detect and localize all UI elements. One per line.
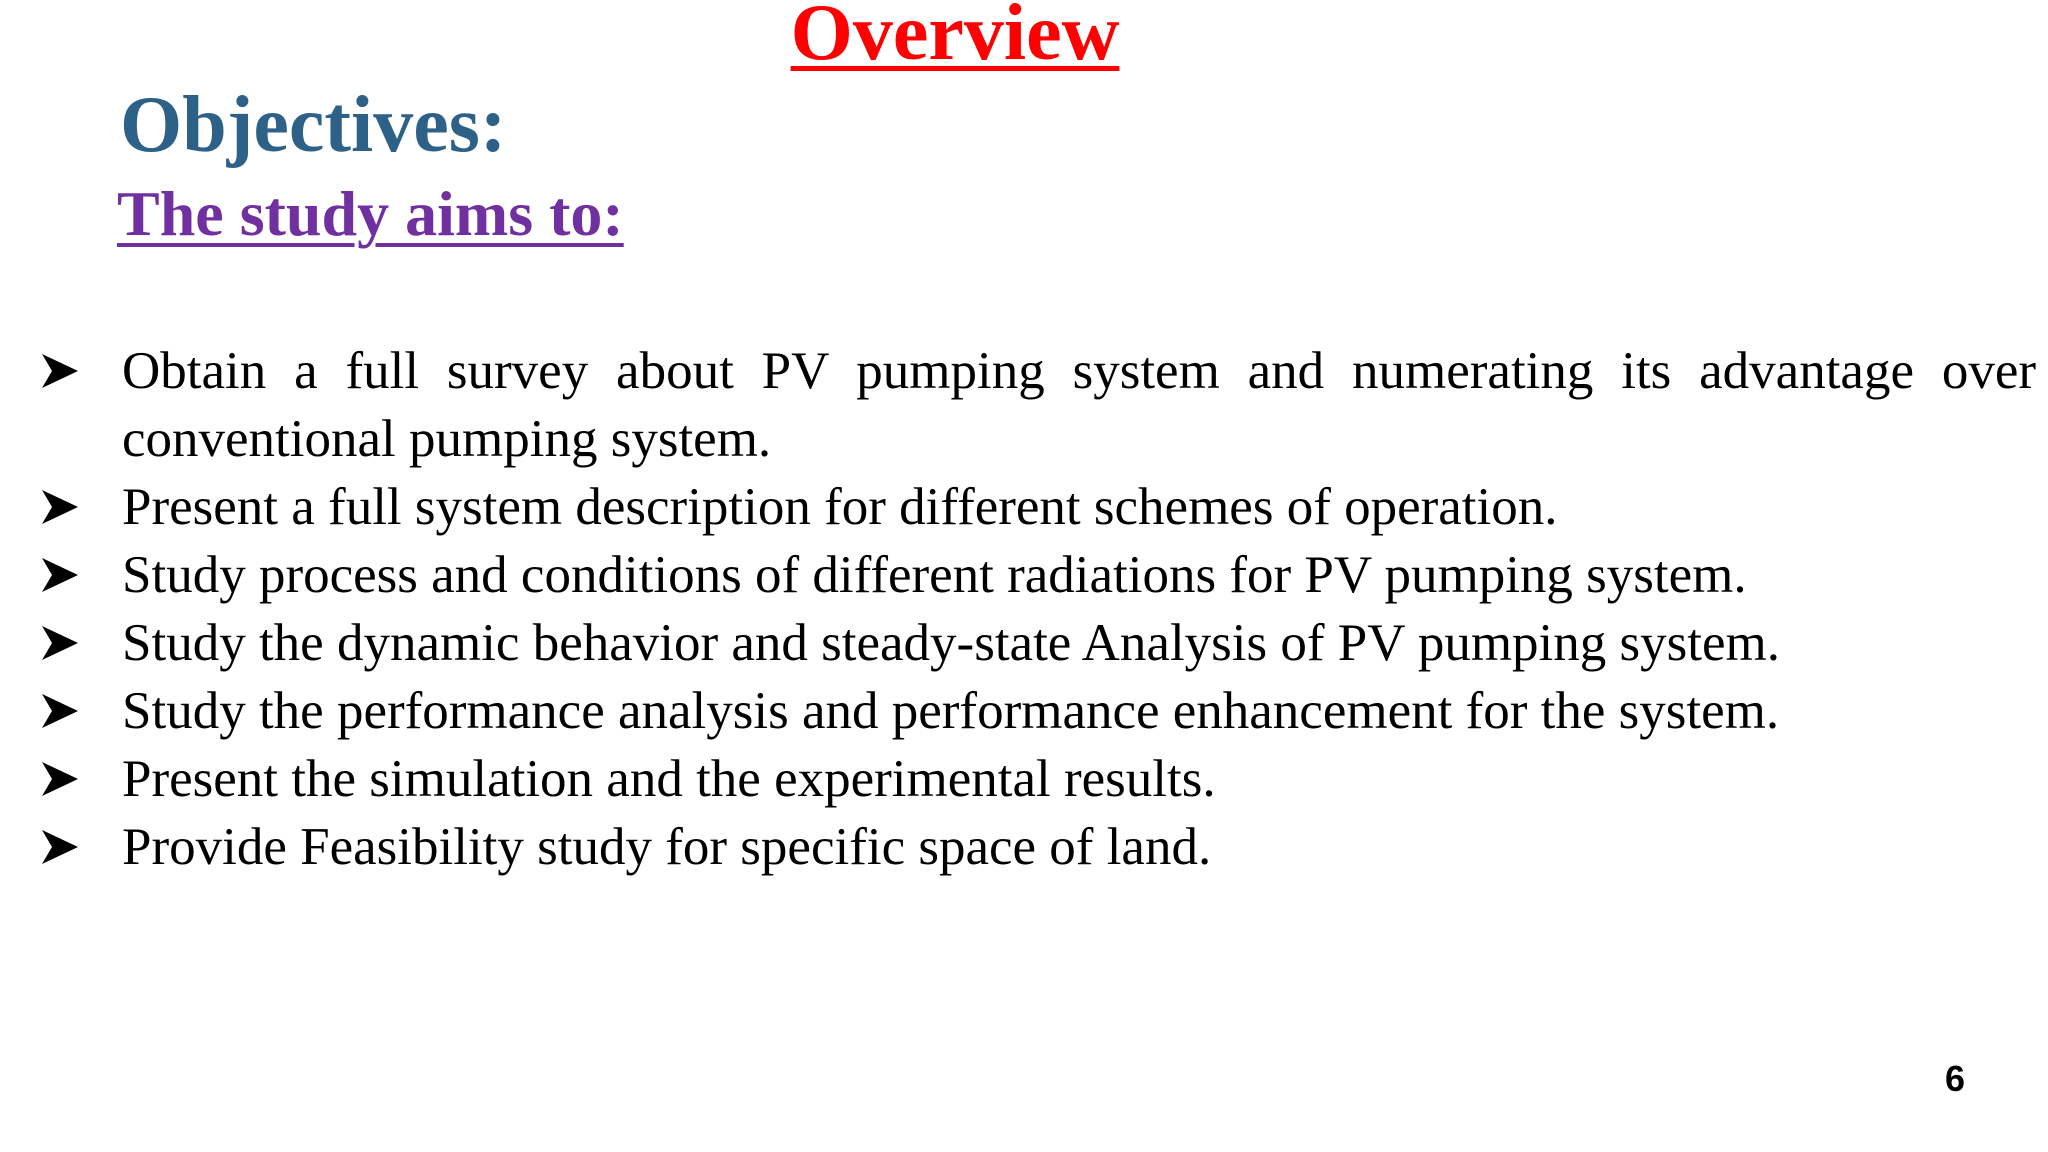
study-aims-subheading: The study aims to: — [117, 178, 624, 249]
list-item — [40, 813, 2036, 881]
list-item — [40, 745, 2036, 813]
arrowhead-bullet-icon — [40, 813, 122, 881]
slide-title: Overview — [790, 0, 1120, 77]
arrowhead-bullet-icon — [40, 473, 122, 541]
bullet-text: Present a full system description for different schemes of operation. — [122, 478, 1558, 536]
list-item — [40, 677, 2036, 745]
bullet-text: Study the performance analysis and performance enhancement for the system. — [122, 682, 1780, 740]
objectives-heading: Objectives: — [120, 81, 507, 169]
bullet-text: Study process and conditions of different radiations for PV pumping system. — [122, 546, 1747, 604]
bullet-text: Provide Feasibility study for specific space of land. — [122, 818, 1212, 876]
arrowhead-bullet-icon — [40, 609, 122, 677]
list-item — [40, 473, 2036, 541]
objectives-list — [40, 337, 2036, 881]
list-item — [40, 337, 2036, 473]
page-number: 6 — [1944, 1058, 1966, 1099]
arrowhead-bullet-icon — [40, 337, 122, 405]
bullet-text: Obtain a full survey about PV pumping system and numerating its advantage over conventional pumping system. — [122, 342, 2036, 468]
list-item — [40, 541, 2036, 609]
arrowhead-bullet-icon — [40, 677, 122, 745]
bullet-text: Present the simulation and the experimental results. — [122, 750, 1216, 808]
list-item — [40, 609, 2036, 677]
arrowhead-bullet-icon — [40, 541, 122, 609]
bullet-text: Study the dynamic behavior and steady-state Analysis of PV pumping system. — [122, 614, 1781, 672]
arrowhead-bullet-icon — [40, 745, 122, 813]
